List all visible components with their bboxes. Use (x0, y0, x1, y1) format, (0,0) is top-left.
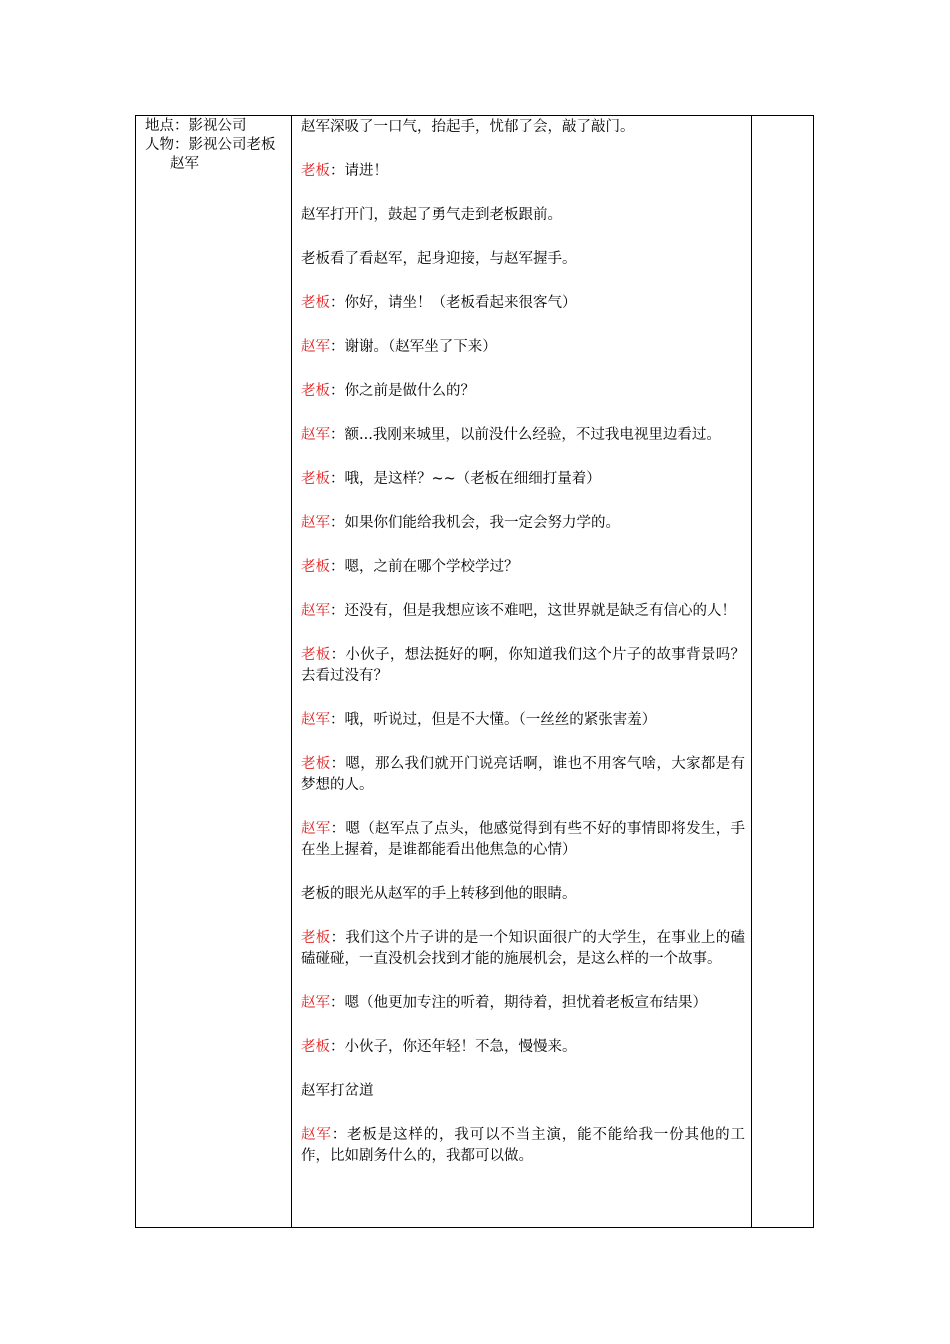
script-table (135, 115, 814, 1228)
line-text: ：小伙子，想法挺好的啊，你知道我们这个片子的故事背景吗？去看过没有？ (301, 647, 746, 684)
scene-person: 赵军 (170, 156, 199, 172)
line-text: ：请进！ (330, 163, 388, 179)
dialogue-line (301, 293, 745, 314)
line-text: ：我们这个片子讲的是一个知识面很广的大学生，在事业上的磕磕碰碰，一直没机会找到才能的施展机会，是这么样的一个故事。 (301, 930, 746, 967)
line-text: ：还没有，但是我想应该不难吧，这世界就是缺乏有信心的人！ (330, 603, 736, 619)
scene-info-cell (136, 116, 292, 1228)
dialogue-line (301, 928, 745, 970)
dialogue-line (301, 993, 745, 1014)
dialogue-line (301, 1125, 745, 1167)
speaker-name: 赵军 (301, 515, 330, 531)
line-text: ：你好，请坐！（老板看起来很客气） (330, 295, 577, 311)
speaker-name: 老板 (301, 163, 330, 179)
dialogue-line (301, 1037, 745, 1058)
line-text: 老板看了看赵军，起身迎接，与赵军握手。 (301, 251, 577, 267)
speaker-name: 赵军 (301, 1127, 332, 1143)
scene-location: 地点：影视公司 (145, 118, 247, 134)
speaker-name: 赵军 (301, 339, 330, 355)
speaker-name: 老板 (301, 756, 331, 772)
speaker-name: 赵军 (301, 712, 330, 728)
line-text: ：嗯（赵军点了点头，他感觉得到有些不好的事情即将发生，手在坐上握着，是谁都能看出他焦急的心情） (301, 821, 746, 858)
stage-direction (301, 117, 745, 138)
line-text: ：嗯（他更加专注的听着，期待着，担忧着老板宣布结果） (330, 995, 707, 1011)
speaker-name: 赵军 (301, 995, 330, 1011)
dialogue-line (301, 819, 745, 861)
dialogue-line (301, 754, 745, 796)
notes-cell (752, 116, 814, 1228)
speaker-name: 赵军 (301, 821, 331, 837)
stage-direction (301, 1081, 745, 1102)
script-row (136, 116, 814, 1228)
speaker-name: 老板 (301, 471, 330, 487)
stage-direction (301, 205, 745, 226)
speaker-name: 老板 (301, 647, 331, 663)
dialogue-line (301, 645, 745, 687)
dialogue-list (292, 116, 751, 1167)
speaker-name: 老板 (301, 559, 330, 575)
speaker-name: 老板 (301, 930, 331, 946)
dialogue-line (301, 601, 745, 622)
dialogue-line (301, 469, 745, 490)
line-text: ：嗯，那么我们就开门说亮话啊，谁也不用客气啥，大家都是有梦想的人。 (301, 756, 746, 793)
speaker-name: 老板 (301, 383, 330, 399)
line-text: 赵军打开门，鼓起了勇气走到老板跟前。 (301, 207, 562, 223)
speaker-name: 老板 (301, 1039, 330, 1055)
speaker-name: 老板 (301, 295, 330, 311)
line-text: ：嗯，之前在哪个学校学过？ (330, 559, 519, 575)
speaker-name: 赵军 (301, 603, 330, 619)
line-text: 赵军打岔道 (301, 1083, 374, 1099)
line-text: ：你之前是做什么的？ (330, 383, 475, 399)
dialogue-line (301, 557, 745, 578)
scene-info (136, 116, 291, 174)
line-text: ：额...我刚来城里，以前没什么经验，不过我电视里边看过。 (330, 427, 721, 443)
dialogue-line (301, 161, 745, 182)
scene-people: 人物：影视公司老板 (145, 137, 276, 153)
dialogue-cell (292, 116, 752, 1228)
line-text: 赵军深吸了一口气，抬起手，忧郁了会，敲了敲门。 (301, 119, 635, 135)
line-text: ：哦，是这样？~~（老板在细细打量着） (330, 471, 601, 487)
dialogue-line (301, 381, 745, 402)
line-text: ：如果你们能给我机会，我一定会努力学的。 (330, 515, 620, 531)
dialogue-line (301, 425, 745, 446)
speaker-name: 赵军 (301, 427, 330, 443)
line-text: ：谢谢。（赵军坐了下来） (330, 339, 497, 355)
dialogue-line (301, 710, 745, 731)
line-text: 老板的眼光从赵军的手上转移到他的眼睛。 (301, 886, 577, 902)
stage-direction (301, 249, 745, 270)
line-text: ：小伙子，你还年轻！不急，慢慢来。 (330, 1039, 577, 1055)
dialogue-line (301, 337, 745, 358)
line-text: ：哦，听说过，但是不大懂。（一丝丝的紧张害羞） (330, 712, 657, 728)
line-text: ：老板是这样的，我可以不当主演，能不能给我一份其他的工作，比如剧务什么的，我都可以做。 (301, 1127, 746, 1164)
dialogue-line (301, 513, 745, 534)
stage-direction (301, 884, 745, 905)
